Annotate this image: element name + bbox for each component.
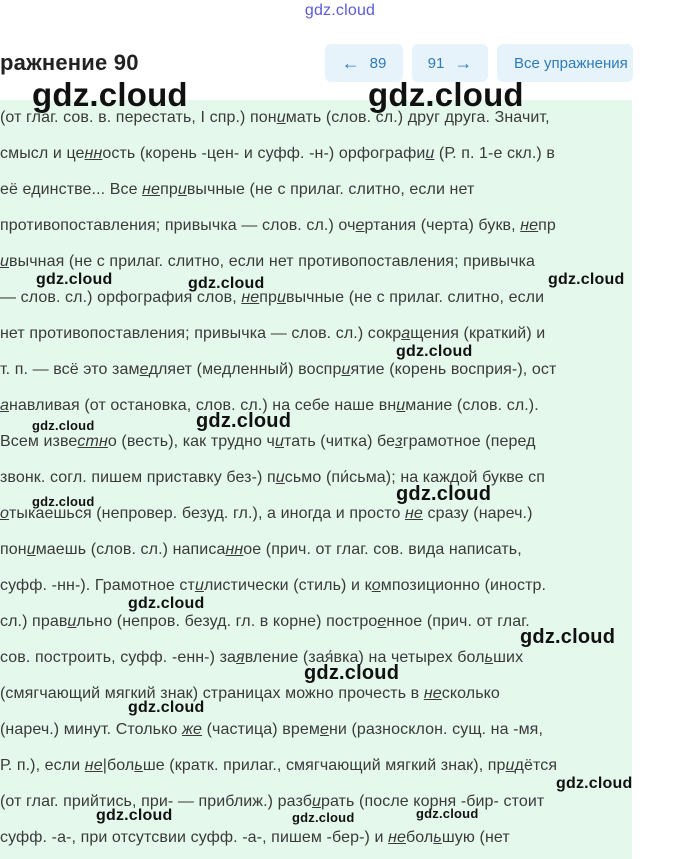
text-line: т. п. — всё это замедляет (медленный) восприятие (корень восприя-), ост bbox=[0, 361, 557, 378]
site-watermark: gdz.cloud bbox=[304, 2, 376, 19]
watermark: gdz.cloud bbox=[188, 275, 265, 292]
watermark: gdz.cloud bbox=[396, 483, 492, 505]
text-line: её единстве... Все непривычные (не с прилаг. слитно, если нет bbox=[0, 181, 475, 198]
orthogram-highlight: и bbox=[0, 253, 9, 270]
orthogram-highlight: не bbox=[520, 217, 539, 234]
orthogram-highlight: и bbox=[275, 469, 285, 486]
orthogram-highlight: е bbox=[139, 361, 149, 378]
orthogram-highlight: нн bbox=[84, 145, 103, 162]
text-line: ивычная (не с прилаг. слитно, если нет противопоставления; привычка bbox=[0, 253, 536, 270]
orthogram-highlight: и bbox=[177, 181, 187, 198]
watermark: gdz.cloud bbox=[32, 418, 95, 433]
watermark: gdz.cloud bbox=[32, 76, 188, 113]
all-exercises-label: Все упражнения bbox=[514, 54, 628, 72]
watermark: gdz.cloud bbox=[292, 810, 355, 825]
watermark: gdz.cloud bbox=[128, 699, 205, 716]
page-title: ражнение 90 bbox=[0, 50, 139, 75]
text-line: смысл и ценность (корень -цен- и суфф. -н-) орфографии (Р. п. 1-е скл.) в bbox=[0, 145, 555, 162]
watermark: gdz.cloud bbox=[304, 662, 400, 684]
orthogram-highlight: ь bbox=[484, 649, 494, 666]
watermark: gdz.cloud bbox=[196, 410, 292, 432]
orthogram-highlight: о bbox=[371, 577, 381, 594]
text-line: (от глаг. сов. в. перестать, I спр.) понимать (слов. сл.) друг друга. Значит, bbox=[0, 109, 550, 126]
text-line: понимаешь (слов. сл.) написанное (прич. от глаг. сов. вида написать, bbox=[0, 541, 522, 558]
orthogram-highlight: е bbox=[355, 217, 365, 234]
watermark: gdz.cloud bbox=[548, 271, 625, 288]
orthogram-highlight: не bbox=[388, 829, 406, 846]
watermark: gdz.cloud bbox=[96, 807, 173, 824]
orthogram-highlight: з bbox=[395, 433, 403, 450]
orthogram-highlight: ь bbox=[134, 757, 143, 774]
text-line: Всем известно (весть), как трудно читать (читка) безграмотное (перед bbox=[0, 433, 536, 450]
text-line: Р. п.), если не|больше (кратк. прилаг., смягчающий мягкий знак), придётся bbox=[0, 757, 558, 774]
watermark: gdz.cloud bbox=[396, 343, 473, 360]
watermark: gdz.cloud bbox=[128, 595, 205, 612]
orthogram-highlight: и bbox=[26, 541, 36, 558]
text-line: — слов. сл.) орфография слов, непривычные (не с прилаг. слитно, если bbox=[0, 289, 545, 306]
orthogram-highlight: не bbox=[84, 757, 103, 774]
watermark: gdz.cloud bbox=[520, 626, 616, 648]
previous-exercise-label: 89 bbox=[369, 54, 387, 72]
text-line: суфф. -нн-). Грамотное стилистически (стиль) и композиционно (иностр. bbox=[0, 577, 547, 594]
orthogram-highlight: я bbox=[236, 649, 245, 666]
text-line: отыкаешься (непровер. безуд. гл.), а иногда и просто не сразу (нареч.) bbox=[0, 505, 533, 522]
orthogram-highlight: не bbox=[405, 505, 423, 522]
text-line: сл.) правильно (непров. безуд. гл. в корне) построенное (прич. от глаг. bbox=[0, 613, 530, 630]
orthogram-highlight: и bbox=[194, 577, 204, 594]
orthogram-highlight: а bbox=[401, 325, 411, 342]
orthogram-highlight: и bbox=[505, 757, 515, 774]
orthogram-highlight: и bbox=[396, 397, 406, 414]
arrow-left-icon: ← bbox=[341, 53, 360, 73]
text-line: звонк. согл. пишем приставку без-) письмо (пи́сьма); на каждой букве сп bbox=[0, 469, 546, 486]
arrow-right-icon: → bbox=[454, 53, 473, 73]
orthogram-highlight: же bbox=[181, 721, 203, 738]
orthogram-highlight: не bbox=[142, 181, 161, 198]
text-line: (от глаг. прийтись, при- — приближ.) разбирать (после корня -бир- стоит bbox=[0, 793, 545, 810]
orthogram-highlight: ь bbox=[433, 829, 442, 846]
orthogram-highlight: и bbox=[425, 145, 435, 162]
orthogram-highlight: и bbox=[67, 613, 77, 630]
orthogram-highlight: нн bbox=[225, 541, 244, 558]
text-line: суфф. -а-, при отсутсвии суфф. -а-, пишем -бер-) и небольшую (нет bbox=[0, 829, 510, 846]
watermark: gdz.cloud bbox=[368, 76, 524, 113]
orthogram-highlight: и bbox=[275, 433, 284, 450]
orthogram-highlight: и bbox=[276, 289, 286, 306]
orthogram-highlight: стн bbox=[77, 433, 108, 450]
watermark: gdz.cloud bbox=[416, 806, 479, 821]
orthogram-highlight: а bbox=[0, 397, 9, 414]
text-line: сов. построить, суфф. -енн-) заявление (зая́вка) на четырех больших bbox=[0, 649, 524, 666]
orthogram-highlight: и bbox=[311, 793, 321, 810]
watermark: gdz.cloud bbox=[36, 271, 113, 288]
solution-text-panel bbox=[0, 100, 632, 859]
text-line: анавливая (от остановка, слов. сл.) на себе наше внимание (слов. сл.). bbox=[0, 397, 539, 414]
orthogram-highlight: и bbox=[341, 361, 351, 378]
orthogram-highlight: о bbox=[0, 505, 9, 522]
orthogram-highlight: и bbox=[276, 109, 286, 126]
orthogram-highlight: не bbox=[423, 685, 442, 702]
orthogram-highlight: е bbox=[377, 613, 387, 630]
orthogram-highlight: е bbox=[319, 721, 329, 738]
watermark: gdz.cloud bbox=[556, 775, 633, 792]
text-line: (нареч.) минут. Столько же (частица) времени (разносклон. сущ. на -мя, bbox=[0, 721, 543, 738]
next-exercise-label: 91 bbox=[427, 54, 445, 72]
watermark: gdz.cloud bbox=[32, 494, 95, 509]
text-line: противопоставления; привычка — слов. сл.) очертания (черта) букв, непр bbox=[0, 217, 556, 234]
orthogram-highlight: не bbox=[241, 289, 260, 306]
text-line: (смягчающий мягкий знак) страницах можно прочесть в несколько bbox=[0, 685, 500, 702]
text-line: нет противопоставления; привычка — слов. сл.) сокращения (краткий) и bbox=[0, 325, 546, 342]
